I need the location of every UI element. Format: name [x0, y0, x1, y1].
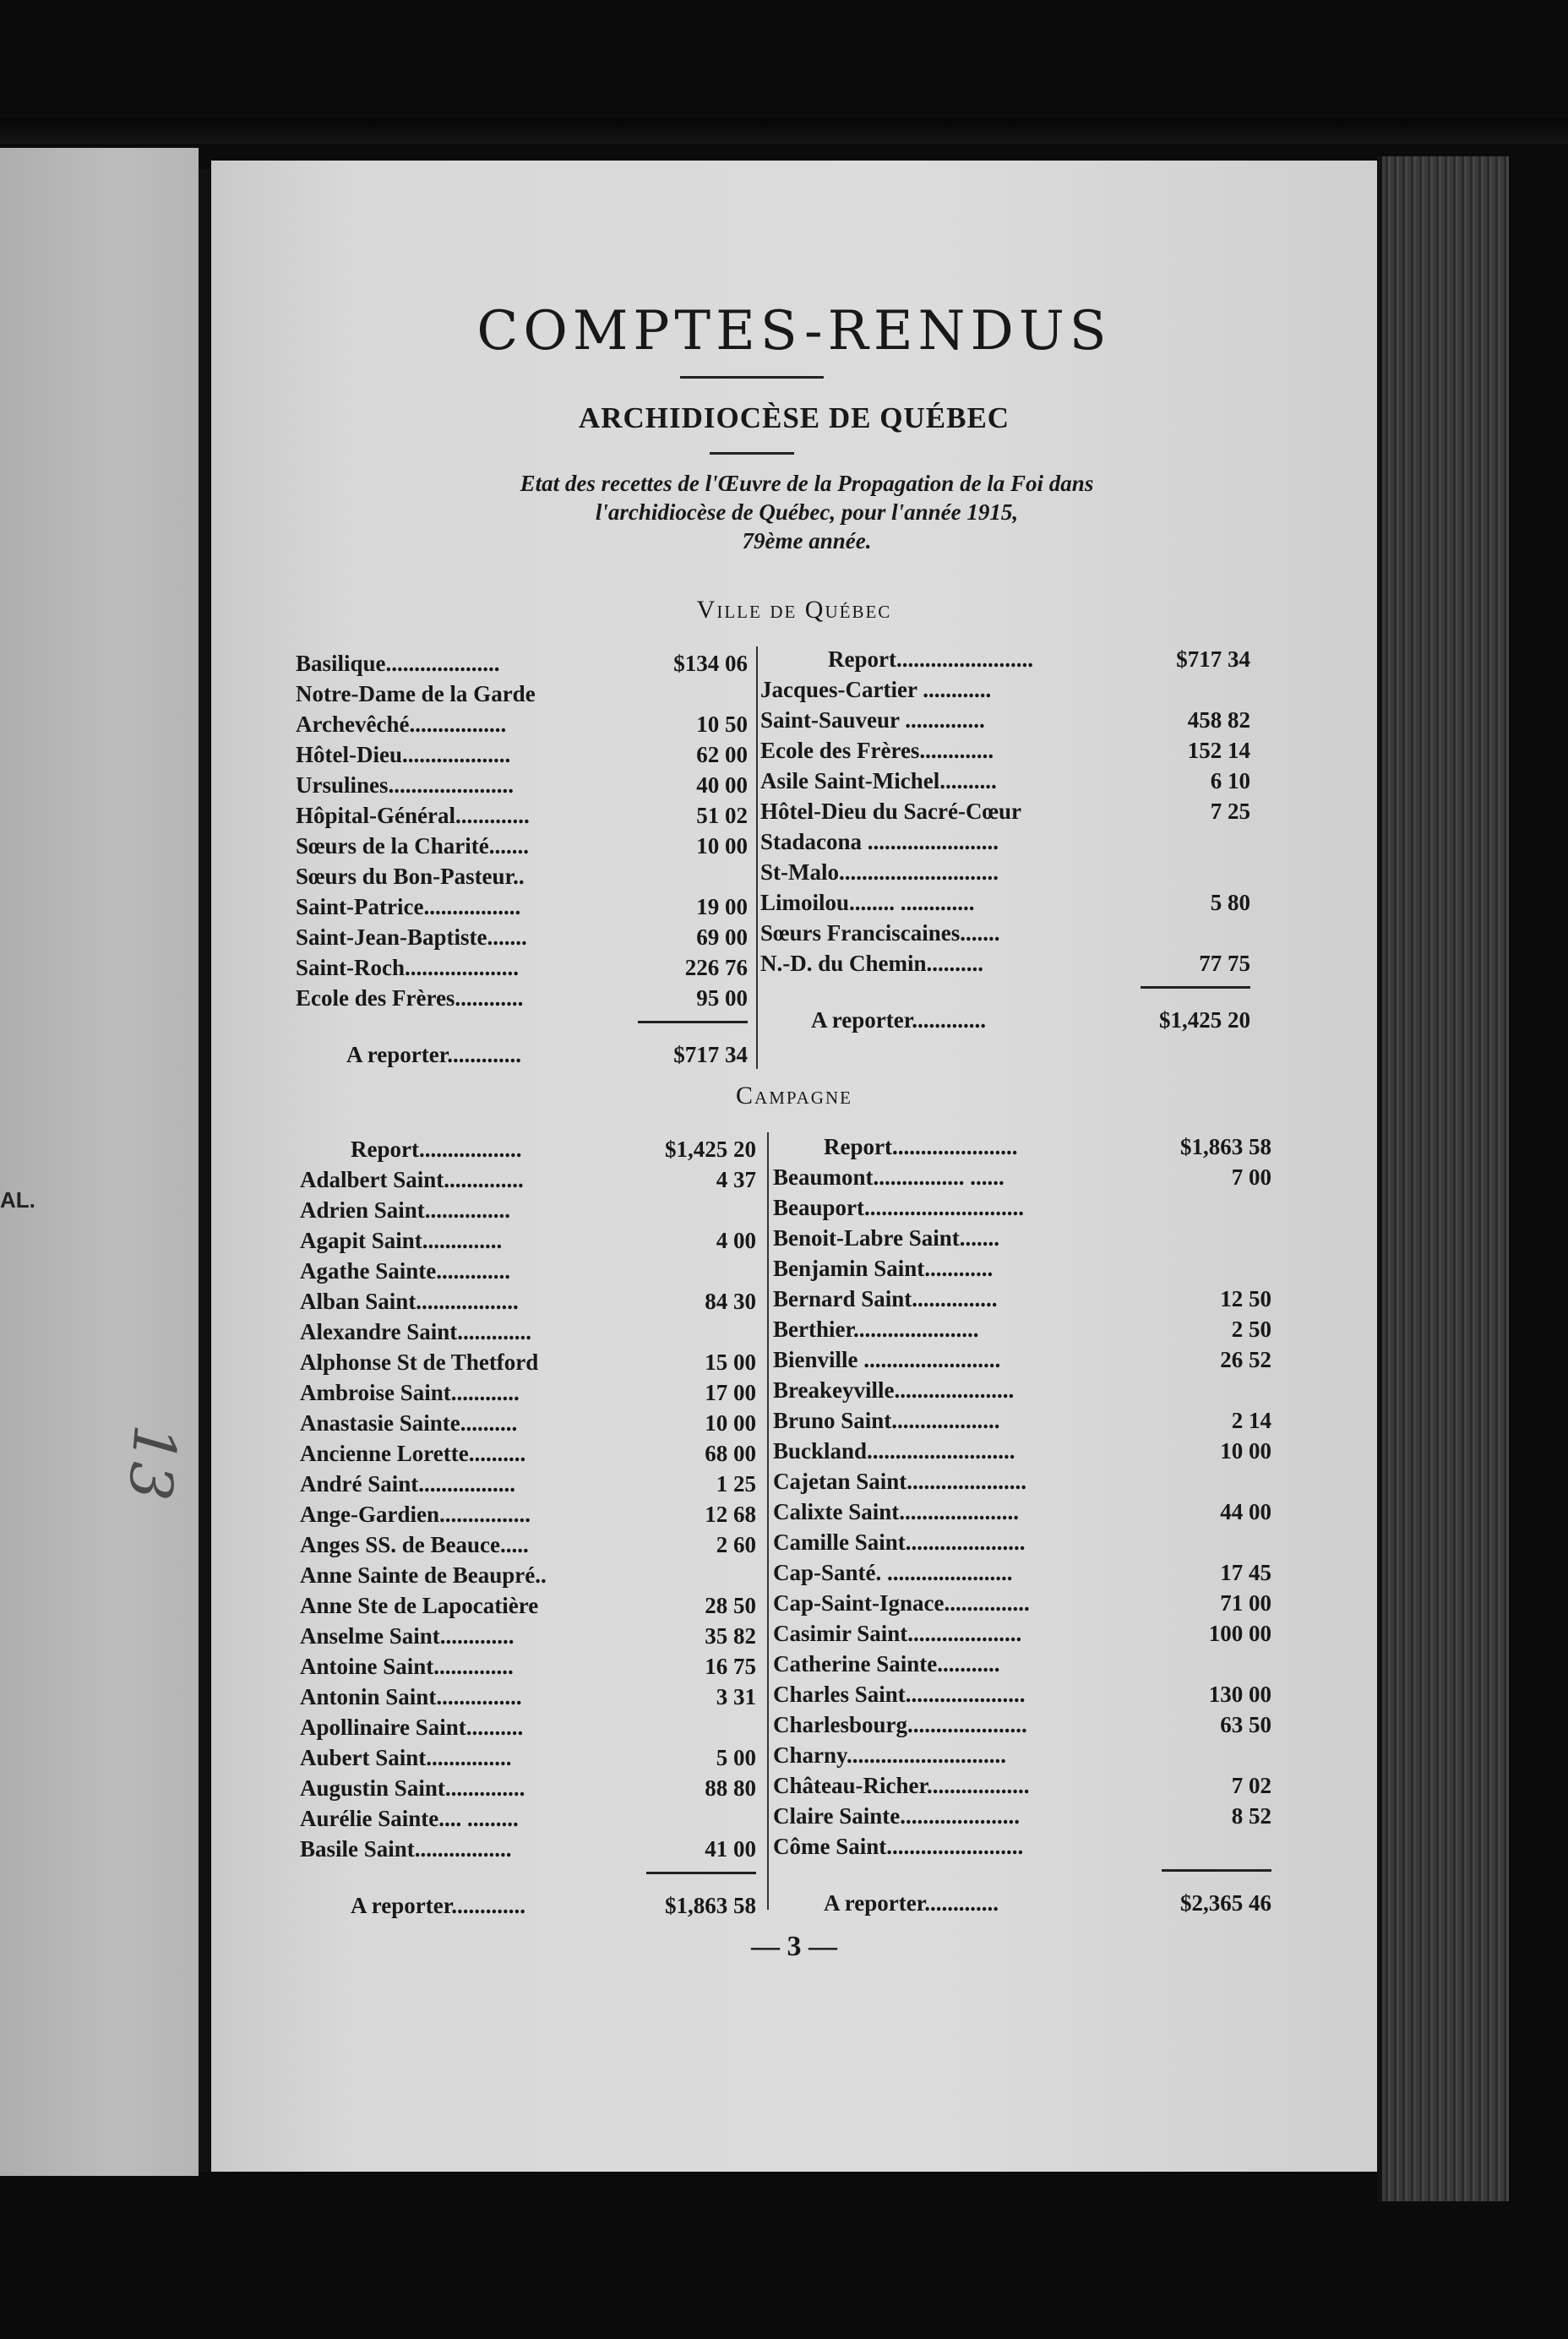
entry-label: Adalbert Saint..............	[300, 1167, 524, 1192]
entry-amount: 28 50	[705, 1593, 756, 1618]
entry-label: Apollinaire Saint..........	[300, 1715, 524, 1740]
entry-amount: $717 34	[1176, 646, 1250, 672]
entry-amount: 5 80	[1210, 890, 1250, 915]
entry-label: Asile Saint-Michel..........	[760, 768, 997, 793]
entry-label: Basilique....................	[296, 651, 500, 676]
ledger-row	[300, 1715, 756, 1745]
entry-label: Beauport............................	[773, 1195, 1024, 1220]
ledger-row	[760, 920, 1250, 951]
ledger-row	[296, 985, 748, 1016]
entry-label: A reporter.............	[346, 1042, 521, 1067]
page-title: COMPTES-RENDUS	[476, 300, 1112, 363]
ledger-row	[300, 1167, 756, 1197]
entry-label: Notre-Dame de la Garde	[296, 681, 536, 706]
entry-amount: 7 25	[1210, 799, 1250, 824]
entry-amount: 152 14	[1187, 738, 1250, 763]
entry-label: St-Malo............................	[760, 859, 999, 885]
entry-amount: 16 75	[705, 1654, 756, 1679]
entry-amount: 26 52	[1220, 1347, 1271, 1372]
entry-label: Camille Saint.....................	[773, 1529, 1026, 1555]
entry-label: Limoilou........ .............	[760, 890, 975, 915]
entry-amount: 4 00	[716, 1228, 756, 1253]
ledger-row	[773, 1225, 1271, 1256]
ledger-row	[773, 1256, 1271, 1286]
ledger-row	[296, 803, 748, 833]
intro-line: l'archidiocèse de Québec, pour l'année 1915,	[595, 499, 1019, 525]
ledger-row	[760, 738, 1250, 768]
ledger-row	[773, 1377, 1271, 1408]
ledger-row	[300, 1380, 756, 1410]
ledger-row	[760, 707, 1250, 738]
entry-label: Charles Saint.....................	[773, 1682, 1026, 1707]
entry-amount: 84 30	[705, 1289, 756, 1314]
entry-amount: 6 10	[1210, 768, 1250, 793]
ledger-row	[296, 772, 748, 803]
section-heading-ville: Ville de Québec	[696, 596, 892, 624]
column-divider	[767, 1132, 769, 1910]
ledger-row	[773, 1621, 1271, 1651]
ledger-row	[773, 1317, 1271, 1347]
entry-label: Ange-Gardien................	[300, 1502, 531, 1527]
entry-amount: 130 00	[1208, 1682, 1271, 1707]
ville-right-column	[760, 646, 1250, 1038]
ledger-row	[296, 955, 748, 985]
entry-amount: 63 50	[1220, 1712, 1271, 1737]
ledger-row	[296, 864, 748, 894]
entry-amount: 35 82	[705, 1623, 756, 1649]
entry-amount: 44 00	[1220, 1499, 1271, 1524]
entry-label: Benoit-Labre Saint.......	[773, 1225, 1000, 1251]
entry-label: Report..................	[351, 1137, 522, 1162]
entry-amount: $1,425 20	[665, 1137, 756, 1162]
ledger-row	[773, 1803, 1271, 1834]
ledger-row	[773, 1773, 1271, 1803]
entry-label: Saint-Jean-Baptiste.......	[296, 924, 527, 950]
entry-amount: 8 52	[1231, 1803, 1271, 1829]
ledger-row	[300, 1471, 756, 1502]
ledger-row	[300, 1654, 756, 1684]
entry-amount: 69 00	[696, 924, 748, 950]
ledger-row	[773, 1742, 1271, 1773]
ledger-row	[300, 1623, 756, 1654]
entry-amount: 458 82	[1187, 707, 1250, 733]
entry-label: Berthier......................	[773, 1317, 979, 1342]
entry-label: Augustin Saint..............	[300, 1775, 525, 1801]
entry-label: Alexandre Saint.............	[300, 1319, 532, 1344]
entry-label: Breakeyville.....................	[773, 1377, 1015, 1403]
entry-label: Claire Sainte.....................	[773, 1803, 1020, 1829]
entry-label: Anastasie Sainte..........	[300, 1410, 518, 1436]
entry-label: Alphonse St de Thetford	[300, 1349, 539, 1375]
ledger-row	[300, 1410, 756, 1441]
ledger-row	[760, 829, 1250, 859]
ledger-row	[773, 1438, 1271, 1469]
ledger-row	[296, 651, 748, 681]
entry-amount: 10 50	[696, 712, 748, 737]
entry-amount: 4 37	[716, 1167, 756, 1192]
entry-amount: $1,425 20	[1159, 1007, 1250, 1033]
left-page-edge	[0, 148, 199, 2176]
ledger-row	[773, 1164, 1271, 1195]
ledger-row	[300, 1684, 756, 1715]
entry-amount: 68 00	[705, 1441, 756, 1466]
entry-label: Basile Saint.................	[300, 1836, 512, 1862]
ledger-row	[300, 1289, 756, 1319]
ledger-row	[773, 1195, 1271, 1225]
report-row	[773, 1134, 1271, 1164]
entry-label: Ecole des Frères............	[296, 985, 524, 1011]
ledger-row	[773, 1286, 1271, 1317]
entry-amount: 10 00	[705, 1410, 756, 1436]
sum-rule	[1141, 986, 1250, 989]
entry-label: Côme Saint........................	[773, 1834, 1024, 1859]
entry-label: Sœurs de la Charité.......	[296, 833, 529, 859]
entry-label: Hôpital-Général.............	[296, 803, 530, 828]
page-number: — 3 —	[751, 1931, 837, 1962]
entry-label: A reporter.............	[824, 1890, 999, 1916]
intro-line: 79ème année.	[742, 528, 872, 553]
section-heading-campagne: Campagne	[736, 1082, 852, 1110]
entry-label: N.-D. du Chemin..........	[760, 951, 984, 976]
ledger-row	[300, 1806, 756, 1836]
ledger-row	[300, 1745, 756, 1775]
entry-label: Alban Saint..................	[300, 1289, 519, 1314]
ledger-row	[773, 1682, 1271, 1712]
entry-amount: 40 00	[696, 772, 748, 798]
entry-amount: 17 00	[705, 1380, 756, 1405]
entry-label: Aubert Saint...............	[300, 1745, 512, 1770]
sum-rule	[646, 1872, 756, 1874]
entry-label: Ancienne Lorette..........	[300, 1441, 526, 1466]
entry-label: Antonin Saint...............	[300, 1684, 522, 1709]
entry-label: A reporter.............	[811, 1007, 986, 1033]
entry-amount: 15 00	[705, 1349, 756, 1375]
ledger-row	[773, 1499, 1271, 1529]
ledger-row	[296, 712, 748, 742]
book-page-edges	[1377, 156, 1509, 2201]
entry-amount: 51 02	[696, 803, 748, 828]
ledger-row	[300, 1562, 756, 1593]
entry-amount: 7 02	[1231, 1773, 1271, 1798]
entry-amount: 71 00	[1220, 1590, 1271, 1616]
entry-label: Anne Sainte de Beaupré..	[300, 1562, 547, 1588]
entry-label: Charlesbourg.....................	[773, 1712, 1027, 1737]
entry-label: Sœurs du Bon-Pasteur..	[296, 864, 525, 889]
entry-label: Château-Richer..................	[773, 1773, 1030, 1798]
ledger-row	[300, 1319, 756, 1349]
entry-amount: $2,365 46	[1180, 1890, 1271, 1916]
entry-amount: 95 00	[696, 985, 748, 1011]
ledger-row	[300, 1532, 756, 1562]
campagne-left-column	[300, 1137, 756, 1923]
entry-amount: 17 45	[1220, 1560, 1271, 1585]
entry-label: Bienville ........................	[773, 1347, 1001, 1372]
entry-label: Bernard Saint...............	[773, 1286, 998, 1311]
entry-label: Anges SS. de Beauce.....	[300, 1532, 529, 1557]
entry-amount: 1 25	[716, 1471, 756, 1497]
entry-label: A reporter.............	[351, 1893, 525, 1918]
ledger-row	[773, 1834, 1271, 1864]
total-row	[300, 1893, 756, 1923]
entry-label: Ambroise Saint............	[300, 1380, 520, 1405]
entry-label: Saint-Patrice.................	[296, 894, 521, 919]
ledger-row	[773, 1469, 1271, 1499]
report-row	[300, 1137, 756, 1167]
entry-amount: 19 00	[696, 894, 748, 919]
entry-label: Ursulines......................	[296, 772, 514, 798]
ledger-row	[300, 1593, 756, 1623]
ledger-row	[760, 859, 1250, 890]
entry-label: Agathe Sainte.............	[300, 1258, 510, 1284]
ledger-row	[760, 677, 1250, 707]
entry-amount: 88 80	[705, 1775, 756, 1801]
ledger-row	[773, 1712, 1271, 1742]
entry-label: Cajetan Saint.....................	[773, 1469, 1027, 1494]
ledger-row	[300, 1349, 756, 1380]
entry-label: Anselme Saint.............	[300, 1623, 514, 1649]
book-gutter	[199, 169, 210, 2172]
ledger-row	[300, 1775, 756, 1806]
entry-amount: $1,863 58	[1180, 1134, 1271, 1159]
entry-label: Report......................	[824, 1134, 1018, 1159]
ledger-row	[760, 799, 1250, 829]
entry-amount: 10 00	[696, 833, 748, 859]
entry-label: Charny............................	[773, 1742, 1007, 1768]
left-page-text-fragment: AL.	[0, 1187, 35, 1213]
entry-amount: 77 75	[1199, 951, 1250, 976]
entry-label: Agapit Saint..............	[300, 1228, 503, 1253]
ledger-row	[760, 890, 1250, 920]
entry-amount: 12 50	[1220, 1286, 1271, 1311]
entry-label: Beaumont................ ......	[773, 1164, 1004, 1190]
entry-label: Saint-Sauveur ..............	[760, 707, 985, 733]
entry-amount: 7 00	[1231, 1164, 1271, 1190]
entry-label: Jacques-Cartier ............	[760, 677, 992, 702]
entry-label: Casimir Saint....................	[773, 1621, 1022, 1646]
scan-top-shadow	[0, 118, 1568, 144]
ledger-row	[300, 1441, 756, 1471]
entry-amount: 10 00	[1220, 1438, 1271, 1464]
entry-label: André Saint.................	[300, 1471, 516, 1497]
title-rule	[680, 376, 824, 379]
entry-amount: 2 50	[1231, 1317, 1271, 1342]
ledger-row	[773, 1651, 1271, 1682]
entry-amount: $134 06	[673, 651, 748, 676]
entry-amount: $1,863 58	[665, 1893, 756, 1918]
ledger-row	[296, 742, 748, 772]
entry-label: Catherine Sainte...........	[773, 1651, 1000, 1677]
column-divider	[756, 646, 758, 1069]
total-row	[296, 1042, 748, 1072]
ledger-row	[773, 1347, 1271, 1377]
subtitle-rule	[710, 452, 794, 455]
entry-amount: 226 76	[684, 955, 748, 980]
entry-amount: 2 60	[716, 1532, 756, 1557]
campagne-right-column	[773, 1134, 1271, 1921]
entry-label: Saint-Roch....................	[296, 955, 520, 980]
sum-rule	[638, 1021, 748, 1023]
entry-amount: 41 00	[705, 1836, 756, 1862]
entry-label: Bruno Saint...................	[773, 1408, 1000, 1433]
ledger-row	[773, 1408, 1271, 1438]
entry-amount: 5 00	[716, 1745, 756, 1770]
entry-amount: 3 31	[716, 1684, 756, 1709]
document-page	[211, 161, 1377, 2172]
entry-label: Report........................	[828, 646, 1033, 672]
entry-label: Buckland..........................	[773, 1438, 1015, 1464]
ledger-row	[296, 681, 748, 712]
ledger-row	[760, 951, 1250, 981]
entry-label: Aurélie Sainte.... .........	[300, 1806, 519, 1831]
entry-label: Antoine Saint..............	[300, 1654, 514, 1679]
margin-handwritten-note: 13	[114, 1421, 190, 1503]
entry-label: Benjamin Saint............	[773, 1256, 994, 1281]
page-subtitle: ARCHIDIOCÈSE DE QUÉBEC	[578, 401, 1010, 434]
ledger-row	[296, 924, 748, 955]
ledger-row	[773, 1590, 1271, 1621]
sum-rule	[1162, 1869, 1271, 1872]
ville-left-column	[296, 651, 748, 1072]
intro-line: Etat des recettes de l'Œuvre de la Propagation de la Foi dans	[520, 471, 1094, 496]
ledger-row	[300, 1197, 756, 1228]
ledger-row	[300, 1836, 756, 1867]
ledger-row	[300, 1228, 756, 1258]
entry-label: Sœurs Franciscaines.......	[760, 920, 1000, 946]
ledger-row	[296, 894, 748, 924]
entry-label: Hôtel-Dieu...................	[296, 742, 511, 767]
ledger-row	[300, 1258, 756, 1289]
ledger-row	[296, 833, 748, 864]
intro-paragraph	[338, 469, 1276, 555]
entry-label: Ecole des Frères.............	[760, 738, 994, 763]
entry-label: Hôtel-Dieu du Sacré-Cœur	[760, 799, 1021, 824]
ledger-row	[300, 1502, 756, 1532]
entry-label: Cap-Santé. ......................	[773, 1560, 1013, 1585]
entry-amount: $717 34	[673, 1042, 748, 1067]
entry-amount: 62 00	[696, 742, 748, 767]
ledger-row	[773, 1560, 1271, 1590]
entry-amount: 2 14	[1231, 1408, 1271, 1433]
report-row	[760, 646, 1250, 677]
total-row	[773, 1890, 1271, 1921]
entry-label: Stadacona .......................	[760, 829, 999, 854]
entry-label: Cap-Saint-Ignace...............	[773, 1590, 1030, 1616]
ledger-row	[773, 1529, 1271, 1560]
total-row	[760, 1007, 1250, 1038]
ledger-row	[760, 768, 1250, 799]
entry-label: Archevêché.................	[296, 712, 507, 737]
entry-label: Anne Ste de Lapocatière	[300, 1593, 539, 1618]
entry-label: Calixte Saint.....................	[773, 1499, 1020, 1524]
entry-amount: 12 68	[705, 1502, 756, 1527]
entry-amount: 100 00	[1208, 1621, 1271, 1646]
entry-label: Adrien Saint...............	[300, 1197, 511, 1223]
